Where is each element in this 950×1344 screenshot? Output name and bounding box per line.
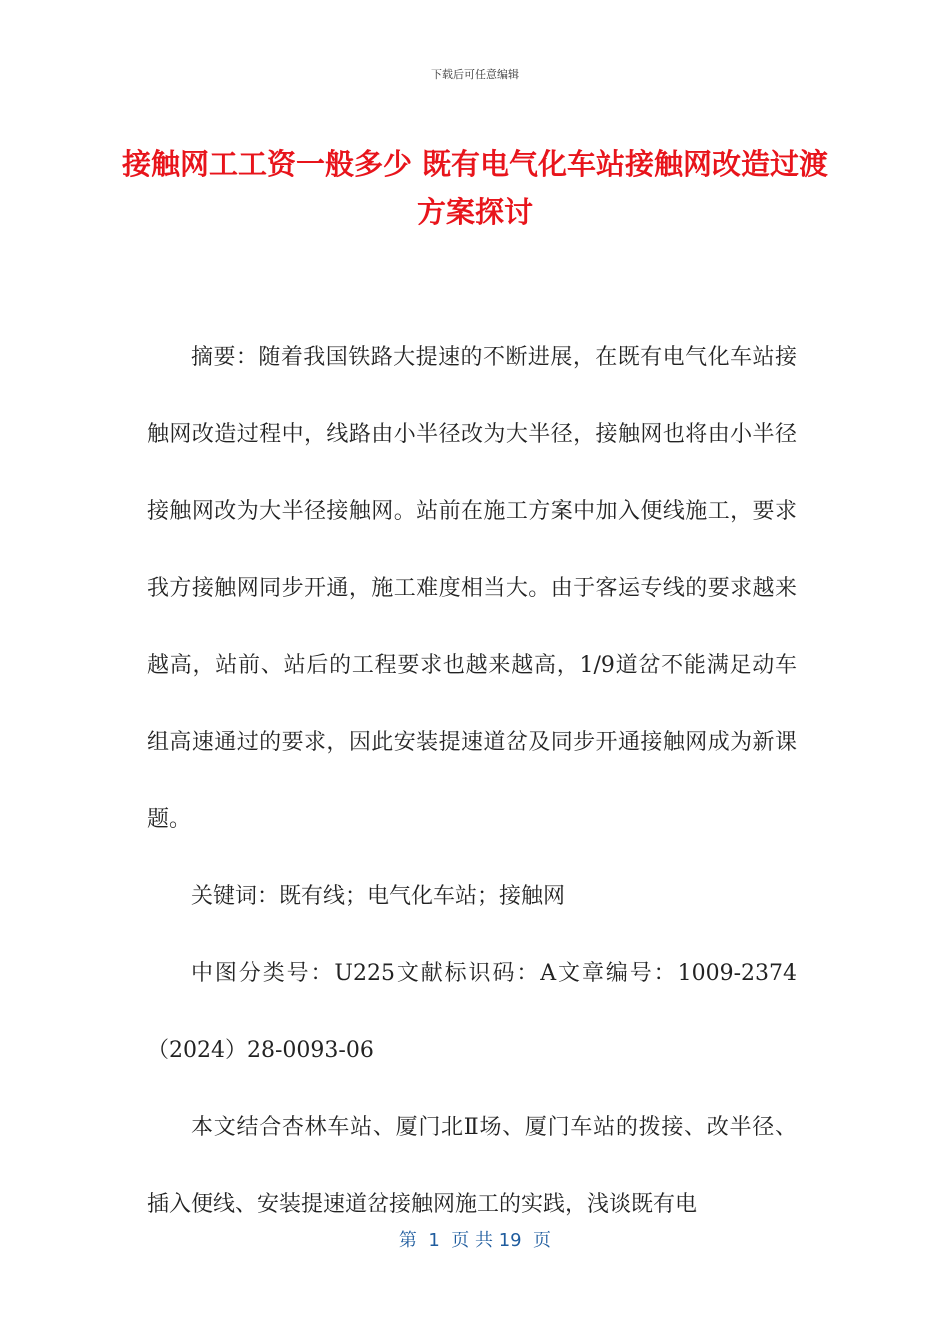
document-title: 接触网工工资一般多少 既有电气化车站接触网改造过渡方案探讨 [121,147,829,229]
keywords-paragraph: 关键词：既有线；电气化车站；接触网 [191,884,566,909]
intro-paragraph: 本文结合杏林车站、厦门北Ⅱ场、厦门车站的拨接、改半径、插入便线、安装提速道岔接触网施工的实践，浅谈既有电 [147,1115,797,1217]
classification-paragraph: 中图分类号：U225文献标识码：A文章编号：1009-2374（2024）28-0093-06 [147,961,797,1063]
page-number-footer: 第 1 页 共 19 页 [398,1230,552,1251]
abstract-paragraph: 摘要：随着我国铁路大提速的不断进展，在既有电气化车站接触网改造过程中，线路由小半径改为大半径，接触网也将由小半径接触网改为大半径接触网。站前在施工方案中加入便线施工，要求我方接触网同步开通，施工难度相当大。由于客运专线的要求越来越高，站前、站后的工程要求也越来越高，1/9道岔不能满足动车组高速通过的要求，因此安装提速道岔及同步开通接触网成为新课题。 [147,345,797,832]
document-body [147,319,797,1243]
header-note: 下载后可任意编辑 [431,68,519,81]
